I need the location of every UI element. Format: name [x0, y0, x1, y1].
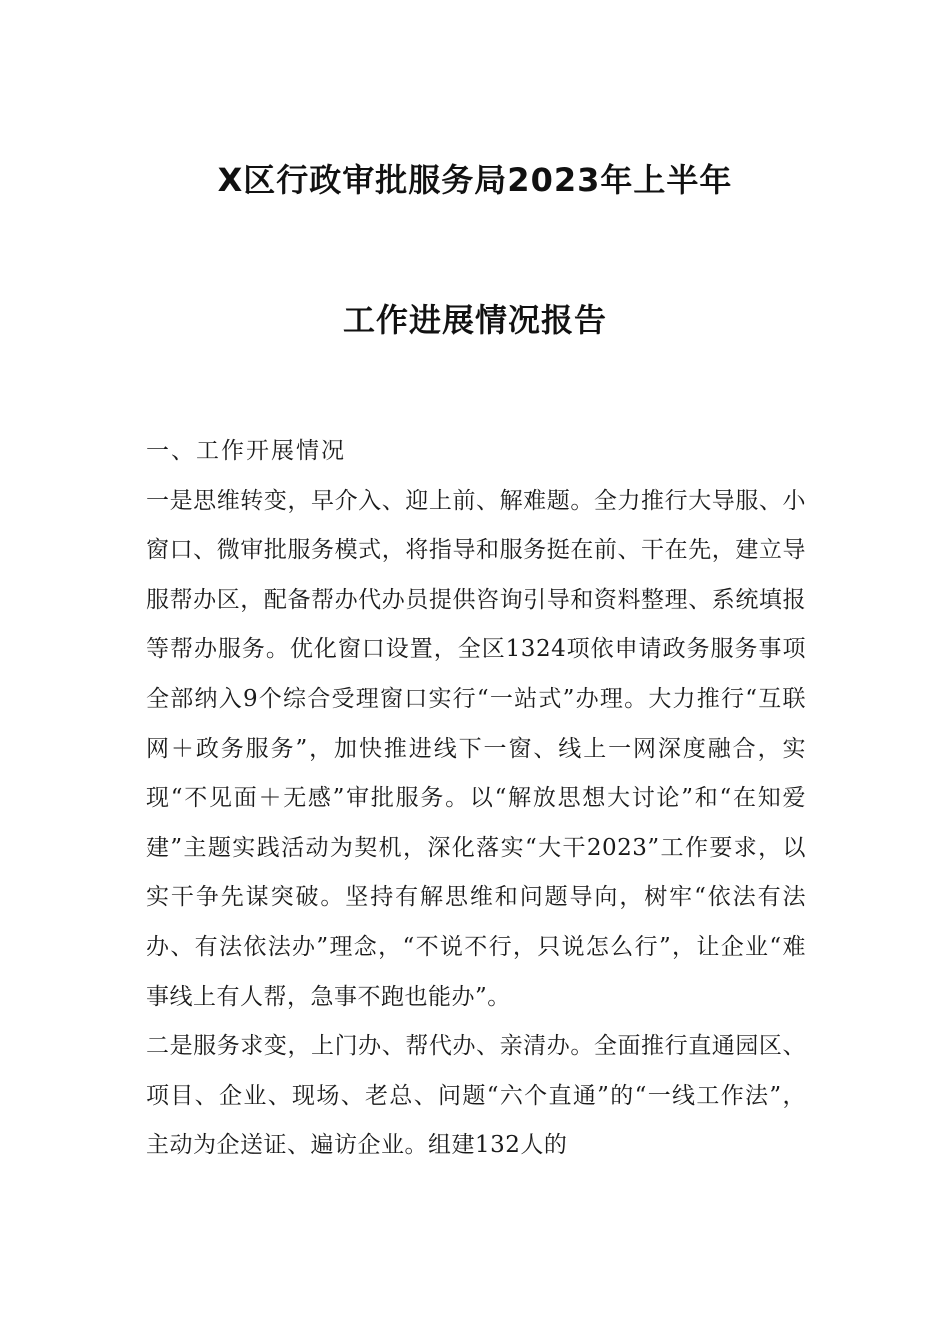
section-heading: 一、工作开展情况 — [146, 438, 346, 464]
document-body — [146, 427, 806, 1171]
paragraph-2: 二是服务求变，上门办、帮代办、亲清办。全面推行直通园区、项目、企业、现场、老总、问题“六个直通”的“一线工作法”，主动为企送证、遍访企业。组建132人的 — [146, 1033, 806, 1159]
paragraph-1: 一是思维转变，早介入、迎上前、解难题。全力推行大导服、小窗口、微审批服务模式，将指导和服务挺在前、干在先，建立导服帮办区，配备帮办代办员提供咨询引导和资料整理、系统填报等帮办服务。优化窗口设置，全区1324项依申请政务服务事项全部纳入9个综合受理窗口实行“一站式”办理。大力推行“互联网＋政务服务”，加快推进线下一窗、线上一网深度融合，实现“不见面＋无感”审批服务。以“解放思想大讨论”和“在知爱建”主题实践活动为契机，深化落实“大干2023”工作要求，以实干争先谋突破。坚持有解思维和问题导向，树牢“依法有法办、有法依法办”理念，“不说不行，只说怎么行”，让企业“难事线上有人帮，急事不跑也能办”。 — [146, 487, 806, 1010]
document-title-line-1: X区行政审批服务局2023年上半年 — [217, 161, 733, 199]
document-title-line-2: 工作进展情况报告 — [342, 301, 607, 339]
